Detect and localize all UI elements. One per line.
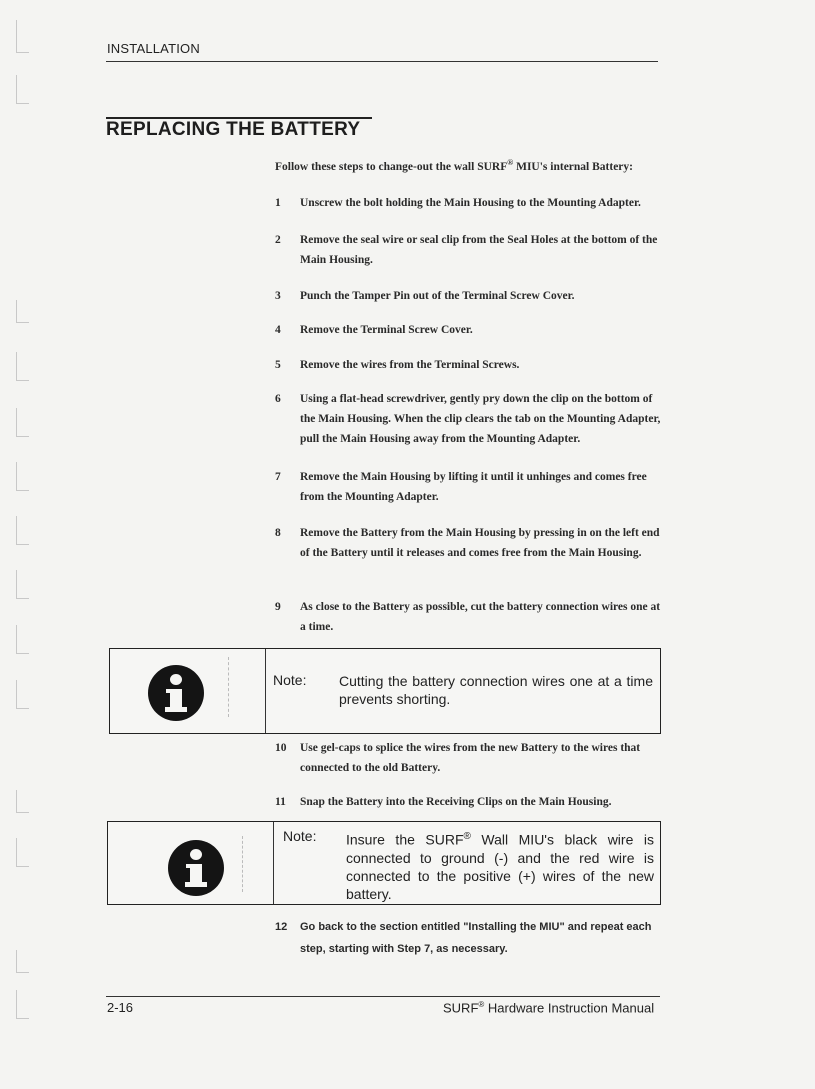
manual-title [443,1000,654,1015]
info-icon [168,840,224,896]
manual-title-suffix: Hardware Instruction Manual [484,1000,655,1016]
manual-title-prefix: SURF [443,1000,479,1016]
step-number: 3 [275,290,281,302]
note-text-start: Insure the SURF [346,831,464,848]
registered-mark: ® [463,831,471,842]
intro-prefix: Follow these steps to change-out the wall SURF [275,160,508,173]
header-rule [106,61,658,62]
step-8 [275,523,665,563]
step-number: 5 [275,359,281,371]
running-head: INSTALLATION [107,41,200,56]
step-number: 2 [275,234,281,246]
margin-tab [16,680,29,709]
note-text [346,828,654,903]
margin-tab [16,75,29,104]
step-12 [275,916,665,960]
step-1 [275,193,665,213]
note-box [107,821,661,905]
page-number: 2-16 [107,1000,134,1015]
step-text: Remove the Battery from the Main Housing by pressing in on the left end of the Battery until it releases and comes free from the Main Housing. [300,527,660,559]
margin-tab [16,20,29,53]
margin-tab [16,300,29,323]
step-number: 8 [275,527,281,539]
step-text: As close to the Battery as possible, cut the battery connection wires one at a time. [300,601,661,633]
step-number: 7 [275,471,281,483]
step-text: Go back to the section entitled "Installing the MIU" and repeat each step, starting with Step 7, as necessary. [300,921,652,955]
margin-tab [16,408,29,437]
margin-tab [16,516,29,545]
registered-mark: ® [478,1000,485,1009]
step-text: Unscrew the bolt holding the Main Housing to the Mounting Adapter. [300,197,641,209]
section-title: REPLACING THE BATTERY [106,119,361,140]
note-text: Cutting the battery connection wires one at a time prevents shorting. [339,673,653,707]
footer-rule [106,996,660,997]
margin-tab [16,838,29,867]
step-number: 11 [275,796,286,808]
registered-mark: ® [507,158,514,167]
intro-text [275,158,665,173]
step-number: 6 [275,393,281,405]
step-text: Using a flat-head screwdriver, gently pry down the clip on the bottom of the Main Housing. When the clip clears the tab on the Mounting Adapter, pull the Main Housing away from the Mounting Adapter. [300,393,661,445]
note-divider [273,822,274,904]
margin-tab [16,625,29,654]
step-number: 9 [275,601,281,613]
step-text: Remove the Main Housing by lifting it until it unhinges and comes free from the Mounting Adapter. [300,471,647,503]
step-number: 1 [275,197,281,209]
note-text-end: Wall MIU's black wire is connected to ground (-) and the red wire is connected to the positive (+) wires of the new battery. [346,831,654,902]
step-11 [275,792,665,812]
step-9 [275,597,665,637]
note-box [109,648,661,734]
dashed-guide [242,836,243,892]
note-label: Note: [283,828,317,844]
step-number: 12 [275,921,288,933]
margin-tab [16,950,29,973]
step-text: Punch the Tamper Pin out of the Terminal Screw Cover. [300,290,575,302]
step-3 [275,286,665,306]
step-text: Remove the seal wire or seal clip from the Seal Holes at the bottom of the Main Housing. [300,234,658,266]
step-text: Remove the Terminal Screw Cover. [300,324,473,336]
step-text: Remove the wires from the Terminal Screws. [300,359,520,371]
margin-tab [16,790,29,813]
step-number: 10 [275,742,287,754]
step-2 [275,230,665,270]
step-6 [275,389,665,449]
step-7 [275,467,665,507]
margin-tab [16,570,29,599]
step-number: 4 [275,324,281,336]
step-4 [275,320,665,340]
step-text: Use gel-caps to splice the wires from the new Battery to the wires that connected to the old Battery. [300,742,641,774]
intro-suffix: MIU's internal Battery: [513,160,633,173]
step-text: Snap the Battery into the Receiving Clips on the Main Housing. [300,796,612,808]
note-label: Note: [273,672,307,688]
note-divider [265,649,266,733]
step-10 [275,738,665,778]
dashed-guide [228,657,229,717]
margin-tab [16,462,29,491]
info-icon [148,665,204,721]
margin-tab [16,990,29,1019]
margin-tab [16,352,29,381]
margin-tab-marks [0,0,40,1089]
step-5 [275,355,665,375]
